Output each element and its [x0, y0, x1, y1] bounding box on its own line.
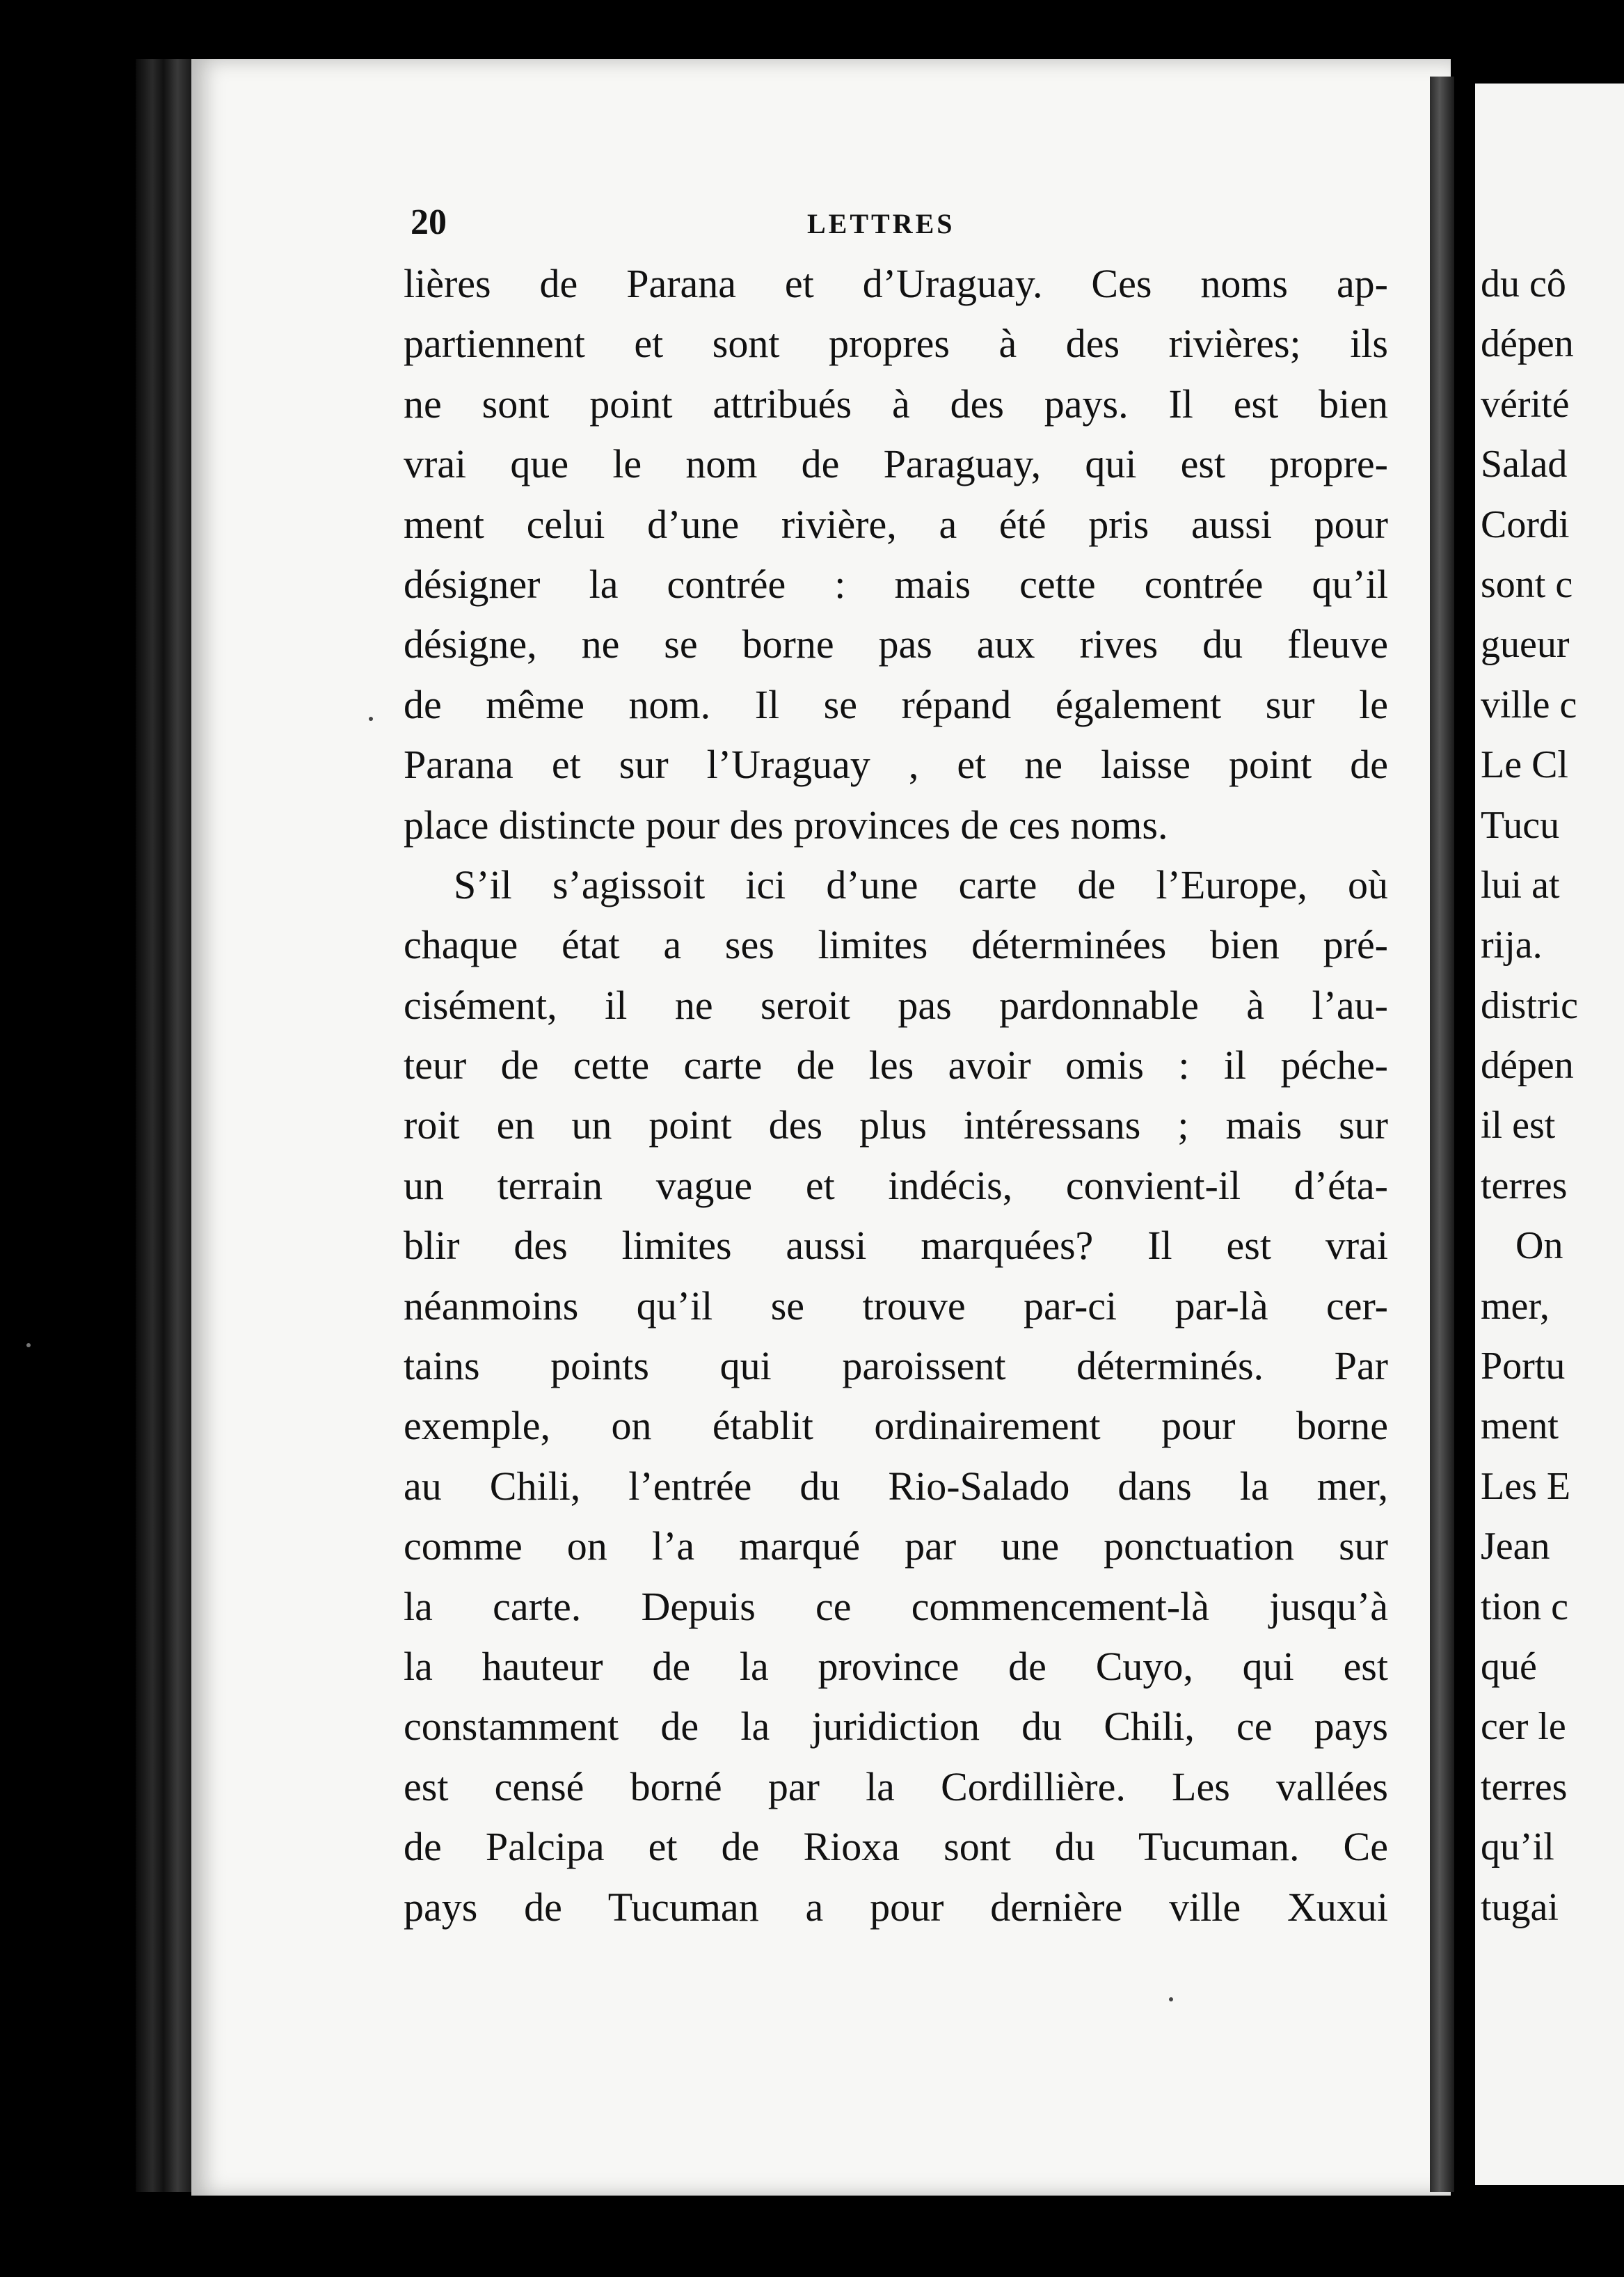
right-text-line: il est — [1481, 1104, 1556, 1148]
text-line: un terrain vague et indécis, convient-il d’éta- — [404, 1162, 1388, 1208]
text-line: ne sont point attribués à des pays. Il est bien — [404, 381, 1388, 427]
right-text-line: tugai — [1481, 1885, 1559, 1929]
text-line: chaque état a ses limites déterminées bien pré- — [404, 922, 1388, 968]
right-text-line: Salad — [1481, 443, 1568, 486]
text-line: comme on l’a marqué par une ponctuation sur — [404, 1523, 1388, 1569]
ink-speck — [26, 1343, 31, 1347]
text-line: pays de Tucuman a pour dernière ville Xuxui — [404, 1884, 1388, 1930]
right-text-line: sont c — [1481, 562, 1573, 606]
text-line: la hauteur de la province de Cuyo, qui est — [404, 1643, 1388, 1689]
right-text-line: Jean — [1481, 1525, 1550, 1569]
text-line: au Chili, l’entrée du Rio-Salado dans la mer, — [404, 1463, 1388, 1509]
right-text-line: du cô — [1481, 262, 1566, 306]
text-line: S’il s’agissoit ici d’une carte de l’Europe, où — [454, 862, 1388, 907]
text-line: néanmoins qu’il se trouve par-ci par-là cer- — [404, 1283, 1388, 1328]
right-text-line: Portu — [1481, 1344, 1566, 1388]
ink-speck — [369, 717, 373, 721]
text-line: ment celui d’une rivière, a été pris aussi pour — [404, 501, 1388, 547]
right-text-line: gueur — [1481, 623, 1570, 667]
right-text-line: ville c — [1481, 683, 1577, 727]
text-line: exemple, on établit ordinairement pour borne — [404, 1403, 1388, 1449]
right-text-line: ment — [1481, 1404, 1559, 1448]
text-line: tains points qui paroissent déterminés. Par — [404, 1343, 1388, 1389]
right-text-line: rija. — [1481, 923, 1543, 967]
right-text-line: cer le — [1481, 1705, 1566, 1749]
right-text-line: terres — [1481, 1765, 1568, 1809]
right-text-line: On — [1515, 1224, 1563, 1268]
right-text-line: lui at — [1481, 863, 1560, 907]
text-line: la carte. Depuis ce commencement-là jusqu’à — [404, 1583, 1388, 1629]
right-text-line: qu’il — [1481, 1825, 1554, 1869]
right-text-line: dépen — [1481, 1044, 1574, 1088]
text-line: teur de cette carte de les avoir omis : il péche- — [404, 1042, 1388, 1088]
body-text — [404, 254, 1388, 1937]
book-spine — [136, 59, 191, 2192]
right-text-line: Tucu — [1481, 803, 1560, 847]
text-line: blir des limites aussi marquées? Il est vrai — [404, 1223, 1388, 1269]
right-text-line: vérité — [1481, 382, 1570, 426]
right-text-line: dépen — [1481, 322, 1574, 366]
text-line: de Palcipa et de Rioxa sont du Tucuman. Ce — [404, 1824, 1388, 1870]
right-page-text — [1481, 254, 1624, 1937]
text-line: place distincte pour des provinces de ces noms. — [404, 802, 1168, 848]
text-line: constamment de la juridiction du Chili, ce pays — [404, 1704, 1388, 1750]
right-text-line: terres — [1481, 1164, 1568, 1207]
page-number: 20 — [411, 203, 447, 242]
gutter — [1454, 0, 1475, 2277]
text-line: lières de Parana et d’Uraguay. Ces noms ap- — [404, 261, 1388, 306]
right-text-line: Les E — [1481, 1464, 1571, 1508]
right-text-line: qué — [1481, 1644, 1537, 1688]
right-text-line: tion c — [1481, 1585, 1568, 1628]
text-line: roit en un point des plus intéressans ; mais sur — [404, 1102, 1388, 1148]
page-edge-shadow — [1430, 77, 1454, 2192]
right-text-line: Cordi — [1481, 502, 1570, 546]
text-line: est censé borné par la Cordillière. Les vallées — [404, 1763, 1388, 1809]
text-line: de même nom. Il se répand également sur le — [404, 681, 1388, 727]
text-line: désigner la contrée : mais cette contrée qu’il — [404, 561, 1388, 607]
text-line: désigne, ne se borne pas aux rives du fleuve — [404, 621, 1388, 667]
right-text-line: Le Cl — [1481, 743, 1568, 787]
ink-speck — [1169, 1997, 1173, 2001]
text-line: Parana et sur l’Uraguay , et ne laisse point de — [404, 742, 1388, 788]
text-line: partiennent et sont propres à des rivières; ils — [404, 321, 1388, 367]
right-text-line: distric — [1481, 983, 1578, 1027]
text-line: vrai que le nom de Paraguay, qui est propre- — [404, 441, 1388, 487]
right-text-line: mer, — [1481, 1284, 1550, 1328]
page-header — [411, 202, 1385, 244]
text-line: cisément, il ne seroit pas pardonnable à l’au- — [404, 982, 1388, 1028]
running-title: LETTRES — [807, 208, 955, 239]
